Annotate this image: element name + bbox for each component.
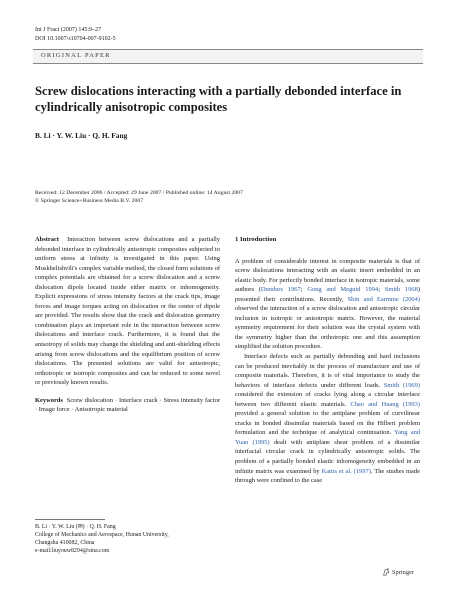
affiliation-names: B. Li · Y. W. Liu (✉) · Q. H. Fang [35,524,116,530]
abstract [35,235,220,388]
keywords-label: Keywords [35,396,63,404]
abstract-label: Abstract [35,236,59,243]
intro-paragraph-1 [235,257,420,352]
publisher-mark [382,568,414,576]
paragraph-text: considered the extension of cracks lying along a circular interface between two different elastic materials. [235,391,420,408]
springer-horse-icon [382,568,390,576]
author-affiliation [35,523,169,555]
left-column [35,235,220,415]
abstract-text: Interaction between screw dislocations and a partially debonded interface in cylindrically anisotropic composites subjected to uniform stress at infinity is investigated in this paper. Using Muskhelishvili's complex variable method, the closed form solutions of complex potentials are obtained for a screw dislocation and a screw dislocation dipole located inside either matrix or inhomogeneity. Explicit expressions of stress intensity factors at the crack tips, image forces and image torques acting on dislocation or the center of dipole are provided. The results show that the crack and dislocation geometry combination plays an important role in the interaction between screw dislocations and interface crack. Furthermore, it is found that the anisotropy of solids may change the shielding and anti-shielding effects arising from screw dislocations and the equilibrium position of screw dislocations. The presented solutions are valid for anisotropic, orthotropic or isotropic composites and can be reduced to some novel or previously known results. [35,236,221,387]
journal-info [35,26,116,43]
keywords-text: Screw dislocation · Interface crack · Stress intensity factor · Image force · Anisotropic material [35,396,220,414]
citation-link[interactable]: Chao and Huang (1993) [350,400,420,408]
paragraph-text: ) presented their contributions. Recently, [235,286,420,303]
paragraph-text: ; [300,286,308,294]
paragraph-text: . The studies made through were confined to the case [235,467,420,485]
citation-link[interactable]: Smith (1969) [383,381,421,389]
citation-link[interactable]: Kattis et al. (1997) [321,467,371,475]
author-list: B. Li · Y. W. Liu · Q. H. Fang [35,131,128,140]
section-heading-introduction: 1 Introduction [235,236,277,243]
journal-doi: DOI 10.1007/s10704-007-9102-5 [35,35,116,42]
citation-link[interactable]: Smith 1968 [384,286,418,294]
right-column [235,235,420,486]
paper-title: Screw dislocations interacting with a partially debonded interface in cylindrically anisotropic composites [35,84,402,114]
paragraph-text: dealt with antiplane shear problem of a dissimilar interfacial circular crack in cylindrically anisotropic solids. The problem of a partially bonded elastic inhomogeneity embedded in an infinite matrix was examined by [235,438,420,475]
journal-citation: Int J Fract (2007) 145:9–27 [35,27,101,33]
citation-link[interactable]: Gong and Meguid 1994 [307,286,379,294]
citation-link[interactable]: Dundurs 1967 [260,286,301,294]
affiliation-email[interactable]: e-mail:liuyouw8294@sina.com [35,548,110,554]
citation-link[interactable]: Yang and Yuan (1995) [235,429,421,446]
affiliation-city: Changsha 410082, China [35,540,95,546]
paragraph-text: ; [378,286,385,294]
paragraph-text: Interface defects such as partially debonding and hard inclusions can be produced inevitably in the process of manufacture and use of composite materials. Therefore, it is of vital importance to study the behaviors of interface defects under different loads. [235,353,420,389]
paragraph-text: observed the interaction of a screw dislocation and anisotropic circular inclusion in isotropic or anisotropic matrix. However, the material symmetry requirement for their solution was the crystal system with the symmetry higher than the orthotropic one and this assumption simplified the solution procedure. [235,305,420,351]
keywords [35,396,220,415]
intro-paragraph-2 [235,352,420,486]
article-type-label: ORIGINAL PAPER [41,52,111,59]
paragraph-text: A problem of considerable interest in composite materials is that of screw dislocations interacting with an elastic insert embedded in an elastic body. For perfectly bonded interface in isotropic materials, some authors ( [235,257,420,294]
copyright-line: © Springer Science+Business Media B.V. 2007 [35,197,144,204]
publisher-name: Springer [392,568,415,576]
date-history: Received: 12 December 2006 / Accepted: 29 June 2007 / Published online: 14 August 2007 [35,190,243,196]
article-type-band [33,49,423,64]
citation-link[interactable]: Shin and Earmme (2004) [347,295,420,303]
footnote-rule [35,519,105,520]
publication-dates [35,190,243,205]
affiliation-college: College of Mechanics and Aerospace, Hunan University, [35,532,169,538]
paragraph-text: provided a general solution to the antiplane problem of curvilinear cracks in bonded dissimilar materials based on the Hilbert problem formulation and the technique of analytical continuation. [235,410,420,437]
